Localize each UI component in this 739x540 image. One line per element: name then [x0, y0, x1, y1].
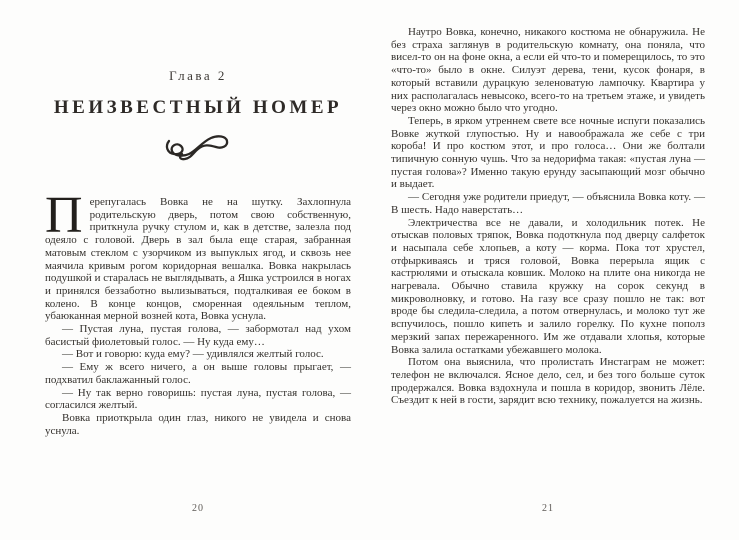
paragraph: Наутро Вовка, конечно, никакого костюма не обнаружила. Не без страха заглянув в родительскую комнату, она поняла, что висел-то он на фоне окна, а если ей что-то и померещилось, то это «что-то» было в окне. Силуэт дерева, тени, кусок фонаря, в который вставили дурацкую зеленоватую лампочку. Квартира у них располагалась невысоко, всего-то на третьем этаже, и увидеть через окно можно было что угодно. [391, 26, 705, 115]
right-page [391, 0, 705, 540]
drop-cap: П [45, 187, 83, 244]
left-page-text [45, 187, 351, 437]
paragraph: Потом она выяснила, что пролистать Инстаграм не может: телефон не включался. Ясное дело, сел, и без того больше суток продержался. Вовка вздохнула и пошла в коридор, звонить Лёле. Съездит к ней в гости, зарядит всю технику, пожалуется на жизнь. [391, 356, 705, 407]
paragraph: — Пустая луна, пустая голова, — забормотал над ухом басистый фиолетовый голос. — Ну куда ему… [45, 323, 351, 348]
paragraph: Теперь, в ярком утреннем свете все ночные испуги показались Вовке жуткой глупостью. Ну и навоображала же себе с три короба! И про костюм этот, и про голоса… Они же болтали типичную сонную чушь. Что за недорифма такая: «пустая луна — пустая голова»? Именно такую ерунду засыпающий мозг обычно и выдает. [391, 114, 705, 191]
left-page [45, 0, 351, 540]
paragraph [45, 187, 351, 323]
paragraph: — Сегодня уже родители приедут, — объяснила Вовка коту. — В шесть. Надо наверстать… [391, 191, 705, 216]
page-number-right: 21 [542, 503, 554, 514]
right-page-text [391, 26, 705, 407]
paragraph: — Ему ж всего ничего, а он выше головы прыгает, — подхватил баклажанный голос. [45, 361, 351, 386]
paragraph-list [391, 26, 705, 407]
chapter-header [45, 0, 351, 166]
paragraph: Вовка приоткрыла один глаз, никого не увидела и снова уснула. [45, 411, 351, 437]
page-number-left: 20 [192, 503, 204, 514]
paragraph: — Ну так верно говоришь: пустая луна, пустая голова, — согласился желтый. [45, 386, 351, 412]
paragraph-text: ерепугалась Вовка не на шутку. Захлопнула родительскую дверь, потом свою собственную, приткнула ручку стулом и, как в детстве, залезла под одеяло с головой. Дверь в зал была еще старая, забранная матовым стеклом с узорчиком из выпуклых ягод, и сквозь нее маячила кривым рогом коридорная вешалка. Вовка накрылась подушкой и старалась не выглядывать, а Яшка устроился в ногах и принялся беззаботно вылизываться, подталкивая ее боком в колено. В конце концов, сморенная одеяльным теплом, убаюканная мерной возней кота, Вовка уснула. [45, 196, 351, 323]
paragraph-list [45, 323, 351, 437]
paragraph: — Вот и говорю: куда ему? — удивлялся желтый голос. [62, 348, 324, 361]
ornament-flourish-icon [45, 132, 351, 166]
chapter-title: НЕИЗВЕСТНЫЙ НОМЕР [53, 97, 343, 118]
paragraph: Электричества все не давали, и холодильник потек. Не отыскав половых тряпок, Вовка подоткнула под дверцу салфеток и насыпала себе хлопьев, а коту — корма. Пока тот хрустел, отфыркиваясь и тряся головой, Вовка перерыла ящик с кастрюлями и отыскала ковшик. Молоко на плите она никогда не нагревала. Обычно ставила кружку на сорок секунд в микроволновку, и готово. На газу все сразу пошло не так: вот вроде бы следила-следила, а потом отвернулась, и молоко тут же вспучилось, пошло кипеть и залило горелку. По кухне пополз мерзкий запах пережаренного. Им же отдавали хлопья, которые Вовка залила остатками убежавшего молока. [391, 216, 705, 356]
chapter-label: Глава 2 [169, 68, 227, 83]
